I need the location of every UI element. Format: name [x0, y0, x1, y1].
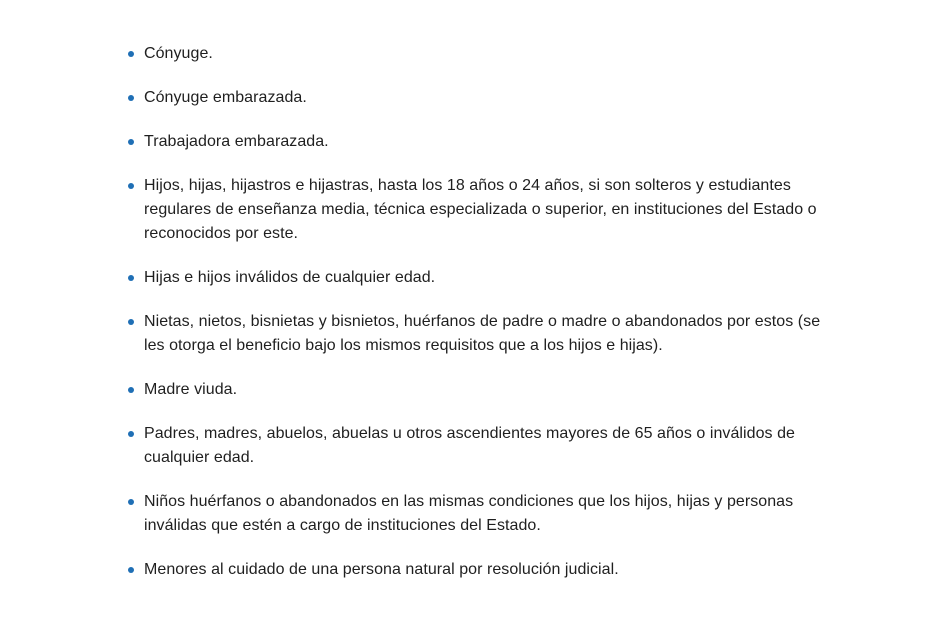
beneficiaries-list — [128, 42, 828, 602]
bullet-icon — [128, 139, 134, 145]
bullet-icon — [128, 431, 134, 437]
bullet-icon — [128, 387, 134, 393]
list-item — [128, 378, 828, 402]
list-item — [128, 490, 828, 538]
list-item-text: Trabajadora embarazada. — [144, 133, 329, 150]
list-item — [128, 42, 828, 66]
list-item — [128, 174, 828, 246]
list-item — [128, 86, 828, 110]
list-item — [128, 558, 828, 582]
bullet-icon — [128, 275, 134, 281]
list-item-text: Padres, madres, abuelos, abuelas u otros ascendientes mayores de 65 años o inválidos de cualquier edad. — [144, 425, 795, 466]
list-item — [128, 422, 828, 470]
list-item-text: Madre viuda. — [144, 381, 238, 398]
list-item — [128, 130, 828, 154]
bullet-icon — [128, 499, 134, 505]
list-item-text: Menores al cuidado de una persona natural por resolución judicial. — [144, 561, 619, 578]
bullet-icon — [128, 51, 134, 57]
list-item-text: Hijas e hijos inválidos de cualquier edad. — [144, 269, 436, 286]
list-item-text: Cónyuge. — [144, 45, 213, 62]
list-item — [128, 266, 828, 290]
list-item — [128, 310, 828, 358]
bullet-icon — [128, 567, 134, 573]
bullet-icon — [128, 319, 134, 325]
list-item-text: Nietas, nietos, bisnietas y bisnietos, huérfanos de padre o madre o abandonados por estos (se les otorga el beneficio bajo los mismos requisitos que a los hijos e hijas). — [144, 313, 821, 354]
bullet-icon — [128, 95, 134, 101]
list-item-text: Niños huérfanos o abandonados en las mismas condiciones que los hijos, hijas y personas inválidas que estén a cargo de instituciones del Estado. — [144, 493, 794, 534]
bullet-icon — [128, 183, 134, 189]
list-item-text: Cónyuge embarazada. — [144, 89, 307, 106]
list-item-text: Hijos, hijas, hijastros e hijastras, hasta los 18 años o 24 años, si son solteros y estudiantes regulares de enseñanza media, técnica especializada o superior, en instituciones del Estado o reconocidos por este. — [144, 177, 817, 242]
